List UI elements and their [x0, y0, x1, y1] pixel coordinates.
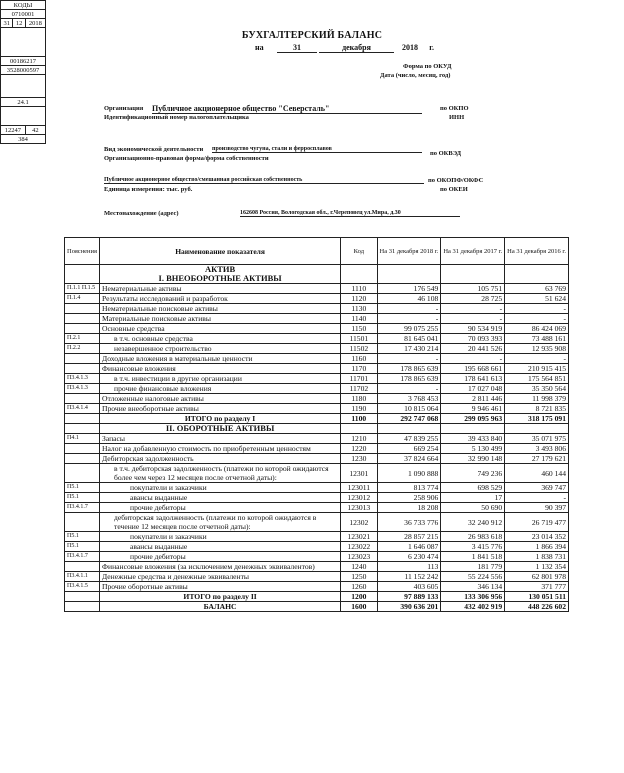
row-notes: П5.1 — [65, 532, 100, 542]
table-header-row — [65, 238, 569, 265]
okud-label: Форма по ОКУД — [403, 63, 452, 70]
row-value-2016: 460 144 — [505, 464, 569, 483]
row-notes — [65, 464, 100, 483]
row-notes: П3.4.1.3 — [65, 384, 100, 394]
report-date-line — [255, 43, 434, 53]
row-notes — [65, 364, 100, 374]
row-notes: П3.4.1.3 — [65, 374, 100, 384]
col-header-2017: На 31 декабря 2017 г. — [441, 238, 505, 265]
row-code: 123012 — [341, 493, 377, 503]
table-row — [65, 404, 569, 414]
document-title: БУХГАЛТЕРСКИЙ БАЛАНС — [241, 30, 383, 41]
row-code: 1140 — [341, 314, 377, 324]
row-value-2018: 113 — [377, 562, 441, 572]
row-value-2016: - — [505, 354, 569, 364]
row-name: Финансовые вложения — [100, 364, 341, 374]
row-code: 1150 — [341, 324, 377, 334]
row-value-2017: 749 236 — [441, 464, 505, 483]
row-value-2018: 18 208 — [377, 503, 441, 513]
inn-title: Идентификационный номер налогоплательщика — [104, 114, 249, 121]
table-row — [65, 284, 569, 294]
row-notes — [65, 414, 100, 424]
ownership-form-label: Организационно-правовая форма/форма собственности — [104, 155, 269, 162]
row-code: 11502 — [341, 344, 377, 354]
row-code: 11702 — [341, 384, 377, 394]
row-code: 1250 — [341, 572, 377, 582]
table-row — [65, 602, 569, 612]
activity-label: Вид экономической деятельности — [104, 146, 204, 153]
row-name: в т.ч. инвестиции в другие организации — [100, 374, 341, 384]
table-row — [65, 384, 569, 394]
okopf-code: 12247 — [1, 126, 26, 135]
table-row — [65, 464, 569, 483]
row-value-2017: - — [441, 304, 505, 314]
row-name: дебиторская задолженность (платежи по которой ожидаются в течение 12 месяцев после отчетной даты): — [100, 513, 341, 532]
table-row — [65, 444, 569, 454]
row-name: прочие дебиторы — [100, 552, 341, 562]
okpo-label: по ОКПО — [440, 105, 469, 112]
ownership-value: Публичное акционерное общество/смешанная российская собственность — [104, 177, 424, 184]
row-value-2016: - — [505, 493, 569, 503]
row-value-2018: 813 774 — [377, 483, 441, 493]
row-name: авансы выданные — [100, 542, 341, 552]
row-value-2017: 17 — [441, 493, 505, 503]
okei-code: 384 — [1, 135, 46, 144]
org-label: Организация — [104, 105, 144, 112]
row-value-2016: 1 866 394 — [505, 542, 569, 552]
table-row — [65, 374, 569, 384]
row-code: 1220 — [341, 444, 377, 454]
col-header-name: Наименование показателя — [100, 238, 341, 265]
row-notes: П.1.4 — [65, 294, 100, 304]
row-notes: П4.1 — [65, 434, 100, 444]
row-value-2018: 28 857 215 — [377, 532, 441, 542]
section2-heading-row — [65, 424, 569, 434]
row-notes: П3.4.1.7 — [65, 552, 100, 562]
row-value-2018: 178 865 639 — [377, 364, 441, 374]
row-notes: П3.4.1.5 — [65, 582, 100, 592]
row-value-2016: - — [505, 314, 569, 324]
row-code: 12301 — [341, 464, 377, 483]
row-name: Запасы — [100, 434, 341, 444]
row-value-2016: - — [505, 304, 569, 314]
row-value-2017: 133 306 956 — [441, 592, 505, 602]
date-prefix: на — [255, 43, 264, 52]
units-label: Единица измерения: тыс. руб. — [104, 186, 193, 193]
row-value-2017: 20 441 526 — [441, 344, 505, 354]
row-name: Денежные средства и денежные эквиваленты — [100, 572, 341, 582]
row-code: 1120 — [341, 294, 377, 304]
date-code-month: 12 — [13, 19, 25, 28]
date-year: 2018 — [402, 43, 418, 52]
row-value-2018: 176 549 — [377, 284, 441, 294]
row-name: Результаты исследований и разработок — [100, 294, 341, 304]
row-value-2016: 8 721 835 — [505, 404, 569, 414]
row-value-2018: - — [377, 354, 441, 364]
row-name: Отложенные налоговые активы — [100, 394, 341, 404]
row-value-2018: 390 636 201 — [377, 602, 441, 612]
table-row — [65, 483, 569, 493]
row-code: 123021 — [341, 532, 377, 542]
balance-table — [64, 237, 569, 612]
row-code: 123022 — [341, 542, 377, 552]
row-value-2016: 3 493 806 — [505, 444, 569, 454]
codes-caption: КОДЫ — [1, 1, 46, 10]
table-row — [65, 592, 569, 602]
table-row — [65, 314, 569, 324]
row-notes — [65, 394, 100, 404]
row-code: 1130 — [341, 304, 377, 314]
row-value-2017: 3 415 776 — [441, 542, 505, 552]
okved-code: 24.1 — [1, 98, 46, 107]
row-name: незавершенное строительство — [100, 344, 341, 354]
row-notes: П.2.1 — [65, 334, 100, 344]
row-code: 1230 — [341, 454, 377, 464]
row-name: авансы выданные — [100, 493, 341, 503]
table-row — [65, 503, 569, 513]
row-value-2016: 86 424 069 — [505, 324, 569, 334]
row-notes — [65, 354, 100, 364]
row-value-2018: - — [377, 384, 441, 394]
activity-value: производство чугуна, стали и ферросплавов — [212, 146, 422, 153]
row-code: 11501 — [341, 334, 377, 344]
row-name: ИТОГО по разделу II — [100, 592, 341, 602]
row-value-2017: 39 433 840 — [441, 434, 505, 444]
inn-label: ИНН — [449, 114, 465, 121]
row-value-2018: 669 254 — [377, 444, 441, 454]
aktiv-title: АКТИВ — [204, 264, 236, 274]
row-notes — [65, 444, 100, 454]
address-value: 162608 Россия, Вологодская обл., г.Череповец ул.Мира, д.30 — [240, 210, 460, 217]
row-value-2017: 26 983 618 — [441, 532, 505, 542]
row-value-2018: 403 605 — [377, 582, 441, 592]
row-value-2018: 178 865 639 — [377, 374, 441, 384]
row-value-2016: 26 719 477 — [505, 513, 569, 532]
row-name: покупатели и заказчики — [100, 483, 341, 493]
row-value-2016: 90 397 — [505, 503, 569, 513]
row-notes — [65, 304, 100, 314]
okud-code: 0710001 — [1, 10, 46, 19]
row-code: 1180 — [341, 394, 377, 404]
row-value-2016: 371 777 — [505, 582, 569, 592]
row-value-2017: - — [441, 314, 505, 324]
aktiv-heading — [100, 265, 341, 284]
table-row — [65, 324, 569, 334]
section2-title: II. ОБОРОТНЫЕ АКТИВЫ — [100, 424, 341, 434]
row-notes — [65, 324, 100, 334]
row-value-2016: 175 564 851 — [505, 374, 569, 384]
row-code: 1240 — [341, 562, 377, 572]
row-notes — [65, 513, 100, 532]
okei-label: по ОКЕИ — [440, 186, 468, 193]
org-name: Публичное акционерное общество "Северсталь" — [152, 104, 422, 114]
row-value-2018: 17 430 214 — [377, 344, 441, 354]
row-value-2017: 178 641 613 — [441, 374, 505, 384]
row-name: БАЛАНС — [100, 602, 341, 612]
row-value-2016: 130 051 511 — [505, 592, 569, 602]
row-code: 1200 — [341, 592, 377, 602]
col-header-2018: На 31 декабря 2018 г. — [377, 238, 441, 265]
row-value-2018: 10 815 064 — [377, 404, 441, 414]
row-notes — [65, 602, 100, 612]
okfs-code: 42 — [25, 126, 45, 135]
row-value-2016: 23 014 352 — [505, 532, 569, 542]
row-code: 1170 — [341, 364, 377, 374]
table-row — [65, 394, 569, 404]
row-value-2018: 99 075 255 — [377, 324, 441, 334]
row-value-2018: - — [377, 314, 441, 324]
row-value-2017: 181 779 — [441, 562, 505, 572]
table-row — [65, 354, 569, 364]
row-value-2017: 90 534 919 — [441, 324, 505, 334]
row-value-2017: 50 690 — [441, 503, 505, 513]
row-name: в т.ч. основные средства — [100, 334, 341, 344]
table-row — [65, 582, 569, 592]
table-row — [65, 334, 569, 344]
row-code: 123013 — [341, 503, 377, 513]
row-value-2018: 1 646 087 — [377, 542, 441, 552]
row-value-2017: 299 095 963 — [441, 414, 505, 424]
row-notes: П5.1 — [65, 493, 100, 503]
col-header-notes: Пояснения — [65, 238, 100, 265]
row-code: 1190 — [341, 404, 377, 414]
row-value-2018: 258 906 — [377, 493, 441, 503]
row-value-2016: 210 915 415 — [505, 364, 569, 374]
table-row — [65, 364, 569, 374]
row-name: Материальные поисковые активы — [100, 314, 341, 324]
row-code: 1110 — [341, 284, 377, 294]
row-value-2018: 292 747 068 — [377, 414, 441, 424]
row-name: в т.ч. дебиторская задолженность (платежи по которой ожидаются более чем через 12 месяцев после отчетной даты): — [100, 464, 341, 483]
row-value-2018: 36 733 776 — [377, 513, 441, 532]
row-code: 1210 — [341, 434, 377, 444]
row-name: Прочие оборотные активы — [100, 582, 341, 592]
section1-title: I. ВНЕОБОРОТНЫЕ АКТИВЫ — [158, 273, 282, 283]
row-code: 1160 — [341, 354, 377, 364]
row-notes: П5.1 — [65, 483, 100, 493]
inn-code: 3528000597 — [1, 66, 46, 75]
row-value-2017: 195 668 661 — [441, 364, 505, 374]
table-row — [65, 572, 569, 582]
row-value-2018: 97 889 133 — [377, 592, 441, 602]
row-value-2018: 46 108 — [377, 294, 441, 304]
date-code-day: 31 — [1, 19, 13, 28]
row-value-2016: 51 624 — [505, 294, 569, 304]
row-value-2018: - — [377, 304, 441, 314]
row-name: Основные средства — [100, 324, 341, 334]
row-notes — [65, 562, 100, 572]
row-value-2017: - — [441, 354, 505, 364]
row-value-2018: 11 152 242 — [377, 572, 441, 582]
date-day: 31 — [277, 43, 317, 53]
row-value-2017: 32 990 148 — [441, 454, 505, 464]
row-code: 11701 — [341, 374, 377, 384]
col-header-code: Код — [341, 238, 377, 265]
table-row — [65, 344, 569, 354]
row-value-2018: 81 645 041 — [377, 334, 441, 344]
row-name: Финансовые вложения (за исключением денежных эквивалентов) — [100, 562, 341, 572]
table-row — [65, 454, 569, 464]
table-row — [65, 434, 569, 444]
row-name: Налог на добавленную стоимость по приобретенным ценностям — [100, 444, 341, 454]
row-notes: П.2.2 — [65, 344, 100, 354]
row-value-2017: 346 134 — [441, 582, 505, 592]
row-name: Нематериальные активы — [100, 284, 341, 294]
okopf-label: по ОКОПФ/ОКФС — [428, 177, 484, 184]
row-name: Прочие внеоборотные активы — [100, 404, 341, 414]
row-name: прочие дебиторы — [100, 503, 341, 513]
address-label: Местонахождение (адрес) — [104, 210, 179, 217]
aktiv-heading-row — [65, 265, 569, 284]
row-value-2017: 698 529 — [441, 483, 505, 493]
row-notes: П3.4.1.1 — [65, 572, 100, 582]
row-value-2018: 3 768 453 — [377, 394, 441, 404]
table-row — [65, 542, 569, 552]
table-row — [65, 294, 569, 304]
row-code: 123011 — [341, 483, 377, 493]
row-code: 1260 — [341, 582, 377, 592]
table-row — [65, 532, 569, 542]
row-value-2018: 37 824 664 — [377, 454, 441, 464]
row-value-2016: 35 071 975 — [505, 434, 569, 444]
row-value-2017: 432 402 919 — [441, 602, 505, 612]
row-value-2018: 1 090 888 — [377, 464, 441, 483]
row-value-2016: 27 179 621 — [505, 454, 569, 464]
okpo-code: 00186217 — [1, 57, 46, 66]
table-row — [65, 513, 569, 532]
row-value-2017: 9 946 461 — [441, 404, 505, 414]
row-value-2016: 1 132 354 — [505, 562, 569, 572]
row-notes — [65, 454, 100, 464]
codes-table — [0, 0, 46, 144]
row-value-2016: 369 747 — [505, 483, 569, 493]
table-row — [65, 493, 569, 503]
row-name: Доходные вложения в материальные ценности — [100, 354, 341, 364]
row-value-2017: 32 240 912 — [441, 513, 505, 532]
row-value-2016: 12 935 908 — [505, 344, 569, 354]
row-value-2018: 6 230 474 — [377, 552, 441, 562]
row-value-2016: 318 175 091 — [505, 414, 569, 424]
table-row — [65, 562, 569, 572]
table-row — [65, 304, 569, 314]
row-value-2017: 55 224 556 — [441, 572, 505, 582]
row-value-2017: 70 093 393 — [441, 334, 505, 344]
row-value-2016: 63 769 — [505, 284, 569, 294]
row-value-2017: 28 725 — [441, 294, 505, 304]
row-name: Нематериальные поисковые активы — [100, 304, 341, 314]
row-value-2016: 11 998 379 — [505, 394, 569, 404]
col-header-2016: На 31 декабря 2016 г. — [505, 238, 569, 265]
table-row — [65, 552, 569, 562]
row-notes — [65, 592, 100, 602]
row-value-2016: 448 226 602 — [505, 602, 569, 612]
row-name: покупатели и заказчики — [100, 532, 341, 542]
date-year-suffix: г. — [429, 43, 434, 52]
row-notes: П3.4.1.7 — [65, 503, 100, 513]
table-row — [65, 414, 569, 424]
row-code: 123023 — [341, 552, 377, 562]
row-value-2017: 2 811 446 — [441, 394, 505, 404]
row-value-2016: 62 801 978 — [505, 572, 569, 582]
row-code: 12302 — [341, 513, 377, 532]
row-code: 1600 — [341, 602, 377, 612]
date-month: декабря — [319, 43, 394, 53]
okved-label: по ОКВЭД — [430, 150, 462, 157]
row-value-2017: 105 751 — [441, 284, 505, 294]
row-notes: П5.1 — [65, 542, 100, 552]
row-value-2017: 5 130 499 — [441, 444, 505, 454]
row-code: 1100 — [341, 414, 377, 424]
row-value-2016: 73 488 161 — [505, 334, 569, 344]
row-name: Дебиторская задолженность — [100, 454, 341, 464]
row-value-2018: 47 839 255 — [377, 434, 441, 444]
row-notes — [65, 314, 100, 324]
row-name: прочие финансовые вложения — [100, 384, 341, 394]
date-code-year: 2018 — [25, 19, 45, 28]
row-notes: П.1.1 П.1.5 — [65, 284, 100, 294]
row-notes: П3.4.1.4 — [65, 404, 100, 414]
date-label: Дата (число, месяц, год) — [380, 72, 451, 79]
row-value-2017: 17 027 048 — [441, 384, 505, 394]
row-name: ИТОГО по разделу I — [100, 414, 341, 424]
row-value-2017: 1 841 518 — [441, 552, 505, 562]
row-value-2016: 1 838 731 — [505, 552, 569, 562]
row-value-2016: 35 350 564 — [505, 384, 569, 394]
